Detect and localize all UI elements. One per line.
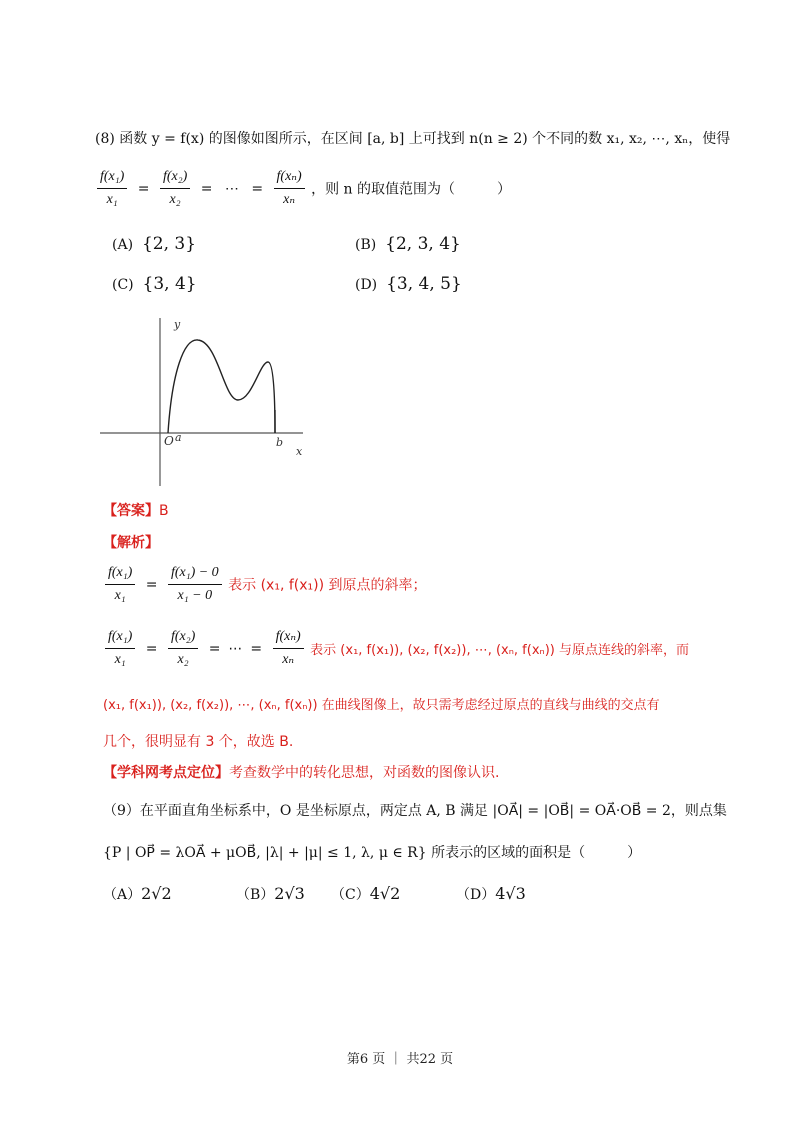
analysis-fraction-a: $\frac{\text{f(x₁)}}{\text{x₁}}$ — [105, 564, 135, 605]
q8-stem-line2: $\frac{\text{f(x₁)}}{\text{x₁}}$ = $\frac{\text{f(x₂)}}{\text{x₂}}$ = ⋯ = $\frac{\text{f(xₙ)}}{\text{xₙ}}$ ，则 n 的取值范围为（ ） — [95, 168, 511, 209]
y-label: y — [174, 318, 181, 331]
q8-stem-text-1: 函数 y = f(x) 的图像如图所示，在区间 [a, b] 上可找到 n(n ≥ 2) 个不同的数 x₁, x₂, ⋯, xₙ，使得 — [119, 131, 731, 147]
x-label: x — [296, 445, 303, 458]
kaodian-text: 考查数学中的转化思想，对函数的图像认识. — [229, 765, 500, 781]
analysis-line-3: (x₁, f(x₁)), (x₂, f(x₂)), ⋯, (xₙ, f(xₙ)) 在曲线图像上，故只需考虑经过原点的直线与曲线的交点有 — [103, 698, 660, 713]
q8-option-a: (A) {2, 3} — [112, 234, 197, 254]
q9-option-b: （B）2√3 — [236, 884, 305, 903]
answer-tag: 【答案】 — [103, 503, 159, 519]
q9-option-c: （C）4√2 — [331, 884, 401, 903]
answer-value: B — [159, 503, 169, 519]
origin-label: O — [164, 434, 174, 448]
curve-f — [168, 340, 275, 433]
q8-option-c: (C) {3, 4} — [112, 274, 197, 294]
analysis-line-1: $\frac{\text{f(x₁)}}{\text{x₁}}$ = $\frac{\text{f(x₁) − 0}}{\text{x₁ − 0}}$ 表示 (x₁, f(x₁)) 到原点的斜率； — [103, 564, 427, 605]
q9-stem-line1 — [103, 800, 727, 820]
q8-number: (8) — [95, 131, 115, 147]
page-footer: 第6 页 ｜ 共22 页 — [346, 1052, 454, 1067]
q8-fraction-1: $\frac{\text{f(x₁)}}{\text{x₁}}$ — [97, 168, 127, 209]
q8-fraction-3: $\frac{\text{f(xₙ)}}{\text{xₙ}}$ — [274, 168, 305, 209]
answer-line — [103, 500, 169, 520]
analysis-line-4: 几个，很明显有 3 个，故选 B. — [103, 734, 294, 750]
q8-option-d: (D) {3, 4, 5} — [355, 274, 462, 294]
q8-stem-text-2: ，则 n 的取值范围为（ ） — [311, 181, 511, 198]
q9-number: （9） — [103, 803, 140, 819]
analysis-line-2: $\frac{\text{f(x₁)}}{\text{x₁}}$ = $\frac{\text{f(x₂)}}{\text{x₂}}$ = ⋯ = $\frac{\text{f(xₙ)}}{\text{xₙ}}$ 表示 (x₁, f(x₁)), (x₂, f(x₂)), ⋯, (xₙ, f(xₙ)) 与原点连线的斜率，而 — [103, 628, 689, 669]
q8-fraction-2: $\frac{\text{f(x₂)}}{\text{x₂}}$ — [160, 168, 190, 209]
kaodian-line — [103, 762, 499, 782]
q8-function-graph — [100, 312, 315, 490]
q8-stem-line1 — [95, 128, 730, 148]
a-label: a — [175, 431, 182, 444]
b-label: b — [276, 436, 284, 449]
kaodian-tag: 【学科网考点定位】 — [103, 765, 229, 781]
q9-stem-line2: {P | OP⃗ = λOA⃗ + μOB⃗, |λ| + |μ| ≤ 1, λ, μ ∈ R} 所表示的区域的面积是（ ） — [103, 845, 642, 861]
q9-stem-text-1: 在平面直角坐标系中，O 是坐标原点，两定点 A, B 满足 |OA⃗| = |OB⃗| = OA⃗·OB⃗ = 2，则点集 — [139, 803, 727, 819]
q9-option-d: （D）4√3 — [456, 884, 526, 903]
analysis-tag: 【解析】 — [103, 535, 159, 551]
q8-option-b: (B) {2, 3, 4} — [355, 234, 461, 254]
q9-option-a: （A）2√2 — [103, 884, 172, 903]
analysis-fraction-b: $\frac{\text{f(x₁) − 0}}{\text{x₁ − 0}}$ — [168, 564, 222, 605]
